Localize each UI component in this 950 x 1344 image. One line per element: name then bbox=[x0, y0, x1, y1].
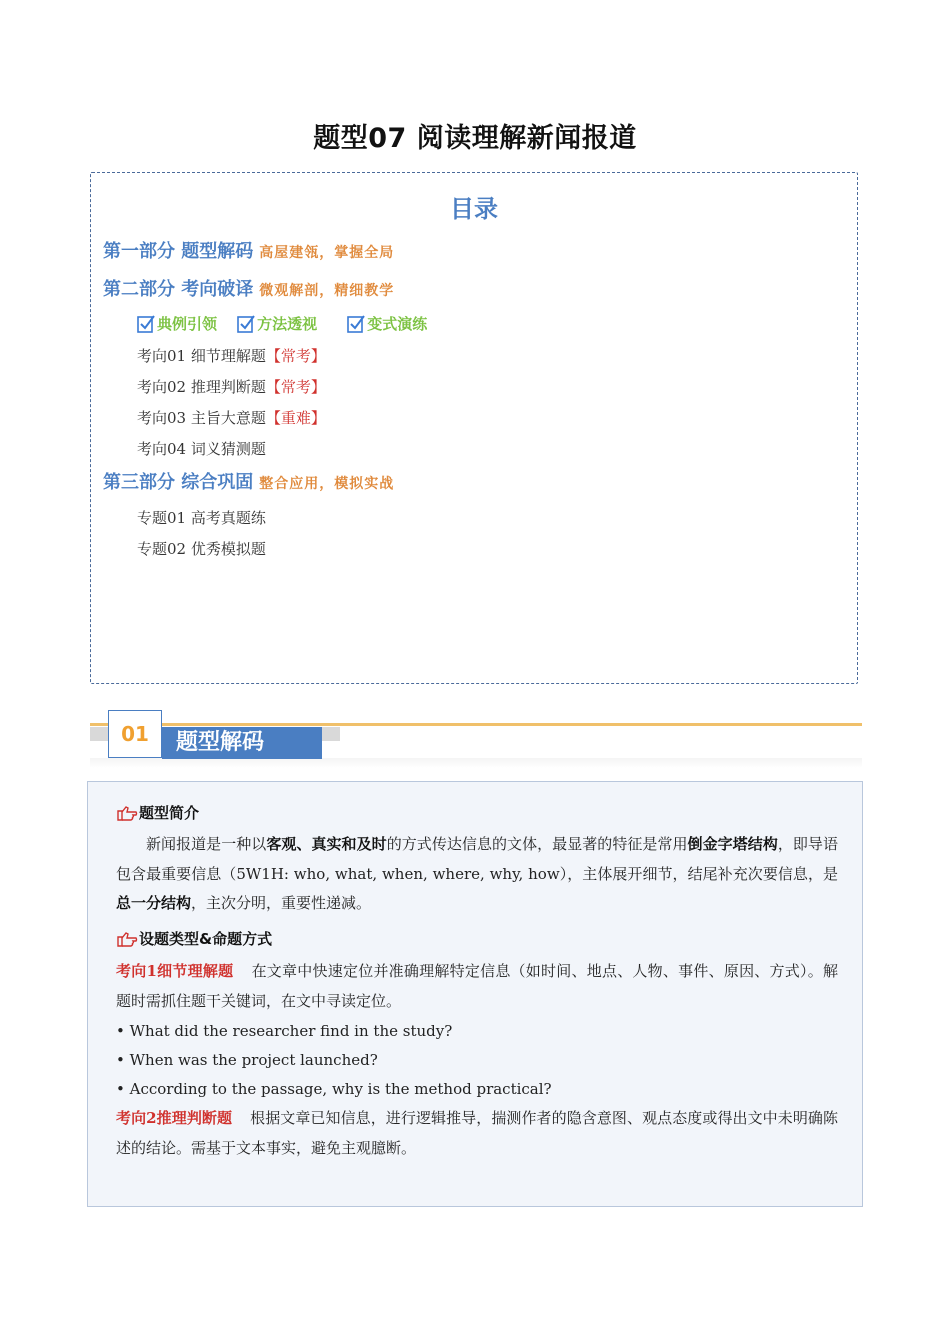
section-banner bbox=[90, 710, 862, 770]
intro-heading-text: 题型简介 bbox=[139, 804, 200, 822]
info-box bbox=[87, 781, 863, 1207]
toc-part1-sub: 高屋建瓴，掌握全局 bbox=[259, 245, 395, 261]
banner-divider bbox=[90, 723, 862, 726]
toc-part2-sub: 微观解剖，精细教学 bbox=[259, 283, 395, 299]
section-number: 01 bbox=[108, 710, 162, 758]
toc-item[interactable]: 专题02 优秀模拟题 bbox=[137, 540, 266, 558]
toc-item-label: 考向01 细节理解题 bbox=[137, 347, 266, 365]
toc-part1[interactable] bbox=[103, 237, 394, 263]
type1-paragraph bbox=[116, 957, 838, 1016]
table-of-contents bbox=[90, 172, 858, 684]
toc-item[interactable]: 专题01 高考真题练 bbox=[137, 509, 266, 527]
type1-label: 考向1细节理解题 bbox=[116, 962, 234, 980]
toc-part1-title: 第一部分 题型解码 bbox=[103, 241, 254, 262]
tag-example[interactable] bbox=[136, 313, 217, 334]
toc-part2[interactable] bbox=[103, 275, 394, 301]
toc-part2-title: 第二部分 考向破译 bbox=[103, 279, 254, 300]
toc-part3[interactable] bbox=[103, 468, 394, 494]
example-question: • When was the project launched? bbox=[116, 1051, 378, 1069]
banner-shadow bbox=[90, 758, 862, 768]
toc-item-tag: 【常考】 bbox=[265, 378, 326, 396]
type2-paragraph bbox=[116, 1104, 838, 1163]
toc-item-tag: 【重难】 bbox=[265, 409, 326, 427]
tag-method-label: 方法透视 bbox=[257, 315, 318, 333]
example-question: • According to the passage, why is the method practical? bbox=[116, 1080, 552, 1098]
type2-label: 考向2推理判断题 bbox=[116, 1109, 233, 1127]
toc-item-label: 考向02 推理判断题 bbox=[137, 378, 266, 396]
toc-item[interactable] bbox=[137, 345, 326, 366]
toc-item[interactable] bbox=[137, 438, 266, 459]
checklist-icon bbox=[136, 314, 156, 334]
toc-item[interactable] bbox=[137, 376, 326, 397]
toc-tag-row bbox=[136, 313, 441, 338]
type2-text: 根据文章已知信息，进行逻辑推导，揣测作者的隐含意图、观点态度或得出文中未明确陈述的结论。需基于文本事实，避免主观臆断。 bbox=[116, 1109, 838, 1157]
section-title: 题型解码 bbox=[162, 727, 322, 759]
page-title: 题型07 阅读理解新闻报道 bbox=[313, 123, 637, 154]
pointing-hand-icon bbox=[116, 930, 138, 948]
checklist-icon bbox=[346, 314, 366, 334]
toc-heading: 目录 bbox=[450, 195, 498, 223]
toc-item-label: 考向04 词义猜测题 bbox=[137, 440, 266, 458]
types-heading-text: 设题类型&命题方式 bbox=[139, 930, 273, 948]
tag-method[interactable] bbox=[236, 313, 317, 334]
checklist-icon bbox=[236, 314, 256, 334]
toc-item-label: 考向03 主旨大意题 bbox=[137, 409, 266, 427]
tag-example-label: 典例引领 bbox=[157, 315, 218, 333]
toc-item-tag: 【常考】 bbox=[265, 347, 326, 365]
intro-paragraph: 新闻报道是一种以客观、真实和及时的方式传达信息的文体，最显著的特征是常用倒金字塔结构，即导语包含最重要信息（5W1H: who, what, when, where, why, how），主体展开细节，结尾补充次要信息，是总一分结构，主次分明，重要性递减。 bbox=[116, 835, 838, 912]
toc-part3-sub: 整合应用，模拟实战 bbox=[259, 476, 395, 492]
example-question: • What did the researcher find in the study? bbox=[116, 1022, 453, 1040]
types-heading bbox=[116, 928, 272, 949]
toc-part3-title: 第三部分 综合巩固 bbox=[103, 472, 254, 493]
type1-text: 在文章中快速定位并准确理解特定信息（如时间、地点、人物、事件、原因、方式）。解题时需抓住题干关键词，在文中寻读定位。 bbox=[116, 962, 838, 1010]
intro-heading bbox=[116, 802, 199, 823]
pointing-hand-icon bbox=[116, 804, 138, 822]
toc-item[interactable] bbox=[137, 407, 326, 428]
tag-variant-label: 变式演练 bbox=[367, 315, 428, 333]
tag-variant[interactable] bbox=[346, 313, 427, 334]
